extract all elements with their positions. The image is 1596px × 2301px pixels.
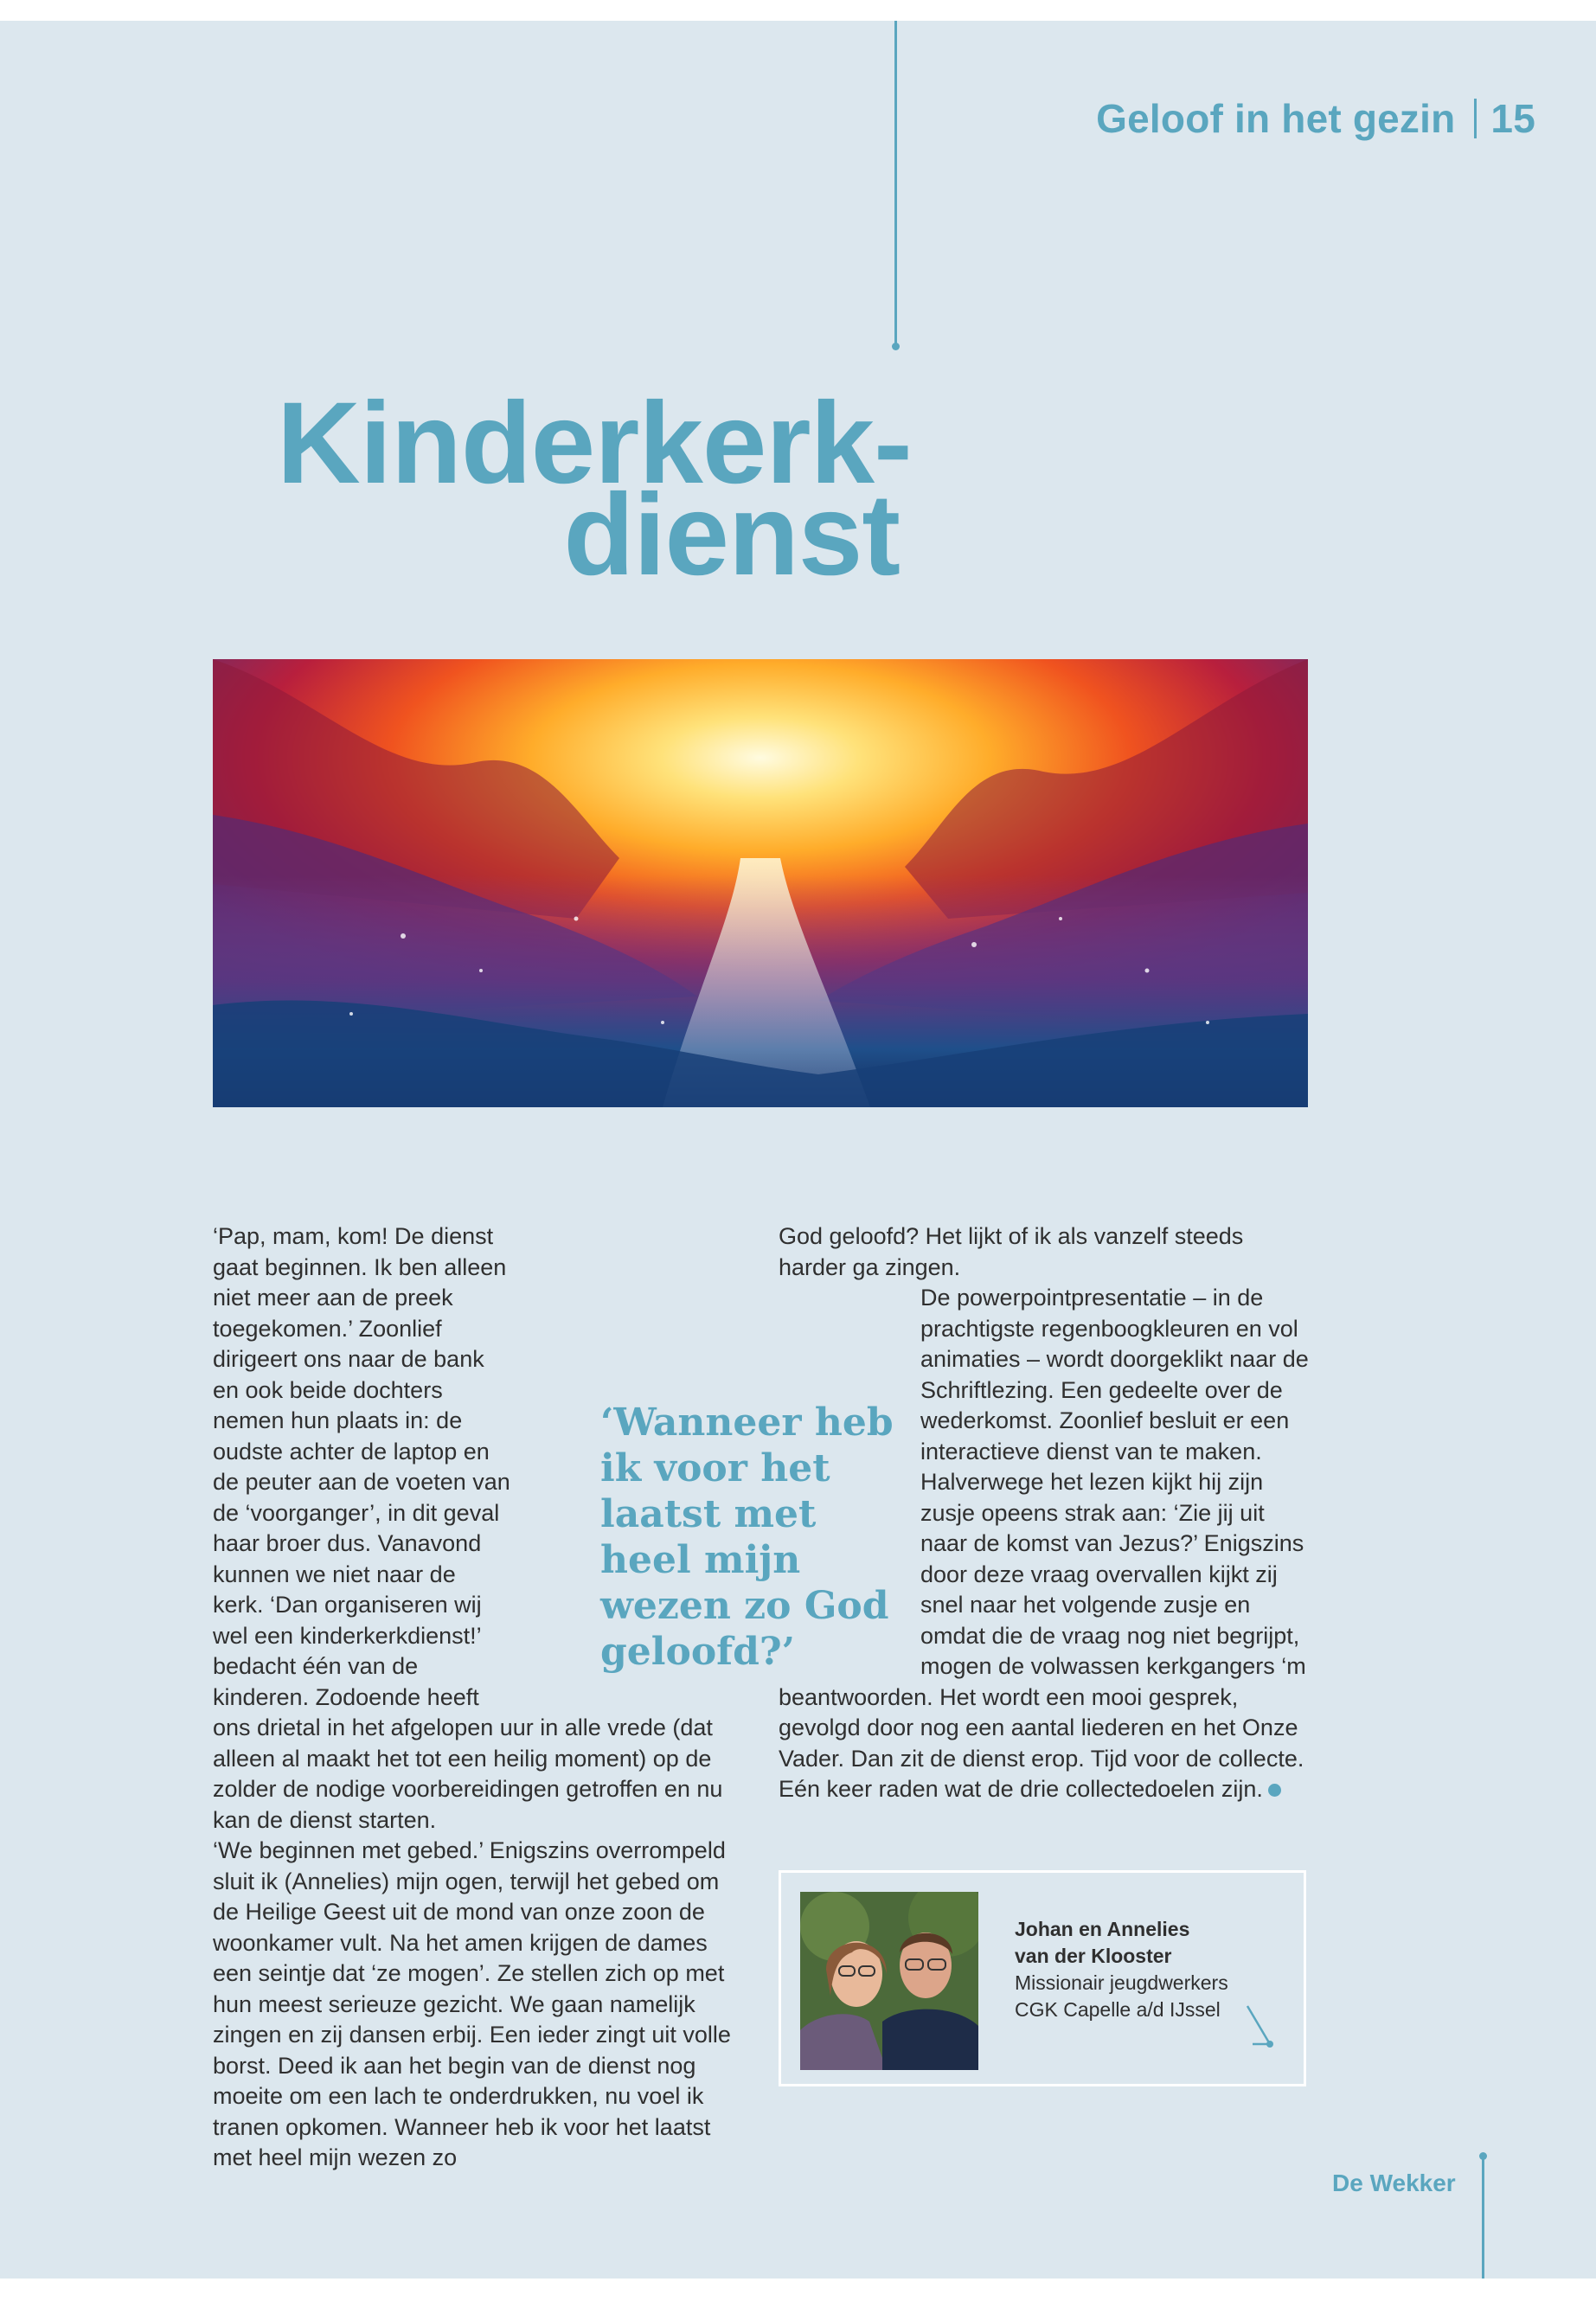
top-rule-dot — [892, 343, 900, 350]
bottom-vertical-rule — [1482, 2156, 1484, 2279]
article-column-1 — [213, 1221, 740, 2174]
author-box — [779, 1870, 1306, 2086]
header-separator — [1474, 99, 1477, 138]
footer-publication: De Wekker — [1332, 2170, 1456, 2196]
page-number: 15 — [1490, 96, 1535, 141]
article-column-2 — [779, 1221, 1315, 1805]
magazine-page — [0, 21, 1596, 2279]
article-title — [277, 379, 912, 599]
hero-watercolor-image — [213, 659, 1308, 1107]
decorative-arrow-icon — [1244, 2003, 1279, 2054]
top-vertical-rule — [894, 21, 897, 346]
section-title: Geloof in het gezin — [1096, 96, 1456, 141]
author-church: CGK Capelle a/d IJssel — [1015, 1998, 1221, 2021]
title-line-2: dienst — [563, 471, 900, 599]
author-photo — [800, 1892, 978, 2070]
article-paragraph-3: God geloofd? Het lijkt of ik als vanzelf steeds harder ga zingen. — [779, 1223, 1244, 1280]
bottom-rule-dot — [1479, 2152, 1487, 2160]
title-line-1: Kinderkerk- — [277, 379, 912, 508]
end-mark-dot — [1268, 1784, 1281, 1797]
author-role: Missionair jeugdwerkers — [1015, 1971, 1228, 1994]
pull-quote-spacer-2 — [779, 1314, 920, 1660]
author-name-line-1: Johan en Annelies — [1015, 1918, 1190, 1940]
article-paragraph-1: ‘Pap, mam, kom! De dienst gaat beginnen. Ik ben alleen niet meer aan de preek toegekomen.’ Zoonlief dirigeert ons naar de bank en ook beide dochters nemen hun plaats in: de oudste achter de laptop en de peuter aan de voeten van de ‘voorganger’, in dit geval haar broer dus. Vanavond kunnen we niet naar de kerk. ‘Dan organiseren wij wel een kinderkerkdienst!’ bedacht één van de kinderen. Zodoende heeft ons drietal in het afgelopen uur in alle vrede (dat alleen al maakt het tot een heilig moment) op de zolder de nodige voorbereidingen getroffen en nu kan de dienst starten. — [213, 1223, 723, 1833]
article-paragraph-4: De powerpointpresentatie – in de prachtigste regenboogkleuren en vol animaties – wordt doorgeklikt naar de Schriftlezing. Een gedeelte over de wederkomst. Zoonlief besluit er een interactieve dienst van te maken. Halverwege het lezen kijkt hij zijn zusje opeens strak aan: ‘Zie jij uit naar de komst van Jezus?’ Enigszins door deze vraag overvallen kijkt zij snel naar het volgende zusje en omdat die de vraag nog niet begrijpt, mogen de volwassen kerkgangers ‘m beantwoorden. Het wordt een mooi gesprek, gevolgd door nog een aantal liederen en het Onze Vader. Dan zit de dienst erop. Tijd voor de collecte. Eén keer raden wat de drie collectedoelen zijn. — [779, 1285, 1309, 1802]
article-paragraph-2: ‘We beginnen met gebed.’ Enigszins overrompeld sluit ik (Annelies) mijn ogen, terwijl het gebed om de Heilige Geest uit de mond van onze zoon de woonkamer vult. Na het amen krijgen de dames een seintje dat ‘ze mogen’. Ze stellen zich op met hun meest serieuze gezicht. We gaan namelijk zingen en zij dansen erbij. Een ieder zingt uit volle borst. Deed ik aan het begin van de dienst nog moeite om een lach te onderdrukken, nu voel ik tranen opkomen. Wanneer heb ik voor het laatst met heel mijn wezen zo — [213, 1837, 731, 2170]
running-header — [1096, 95, 1535, 142]
author-name-line-2: van der Klooster — [1015, 1945, 1172, 1967]
pull-quote: ‘Wanneer heb ik voor het laatst met heel mijn wezen zo God geloofd?’ — [600, 1400, 894, 1674]
